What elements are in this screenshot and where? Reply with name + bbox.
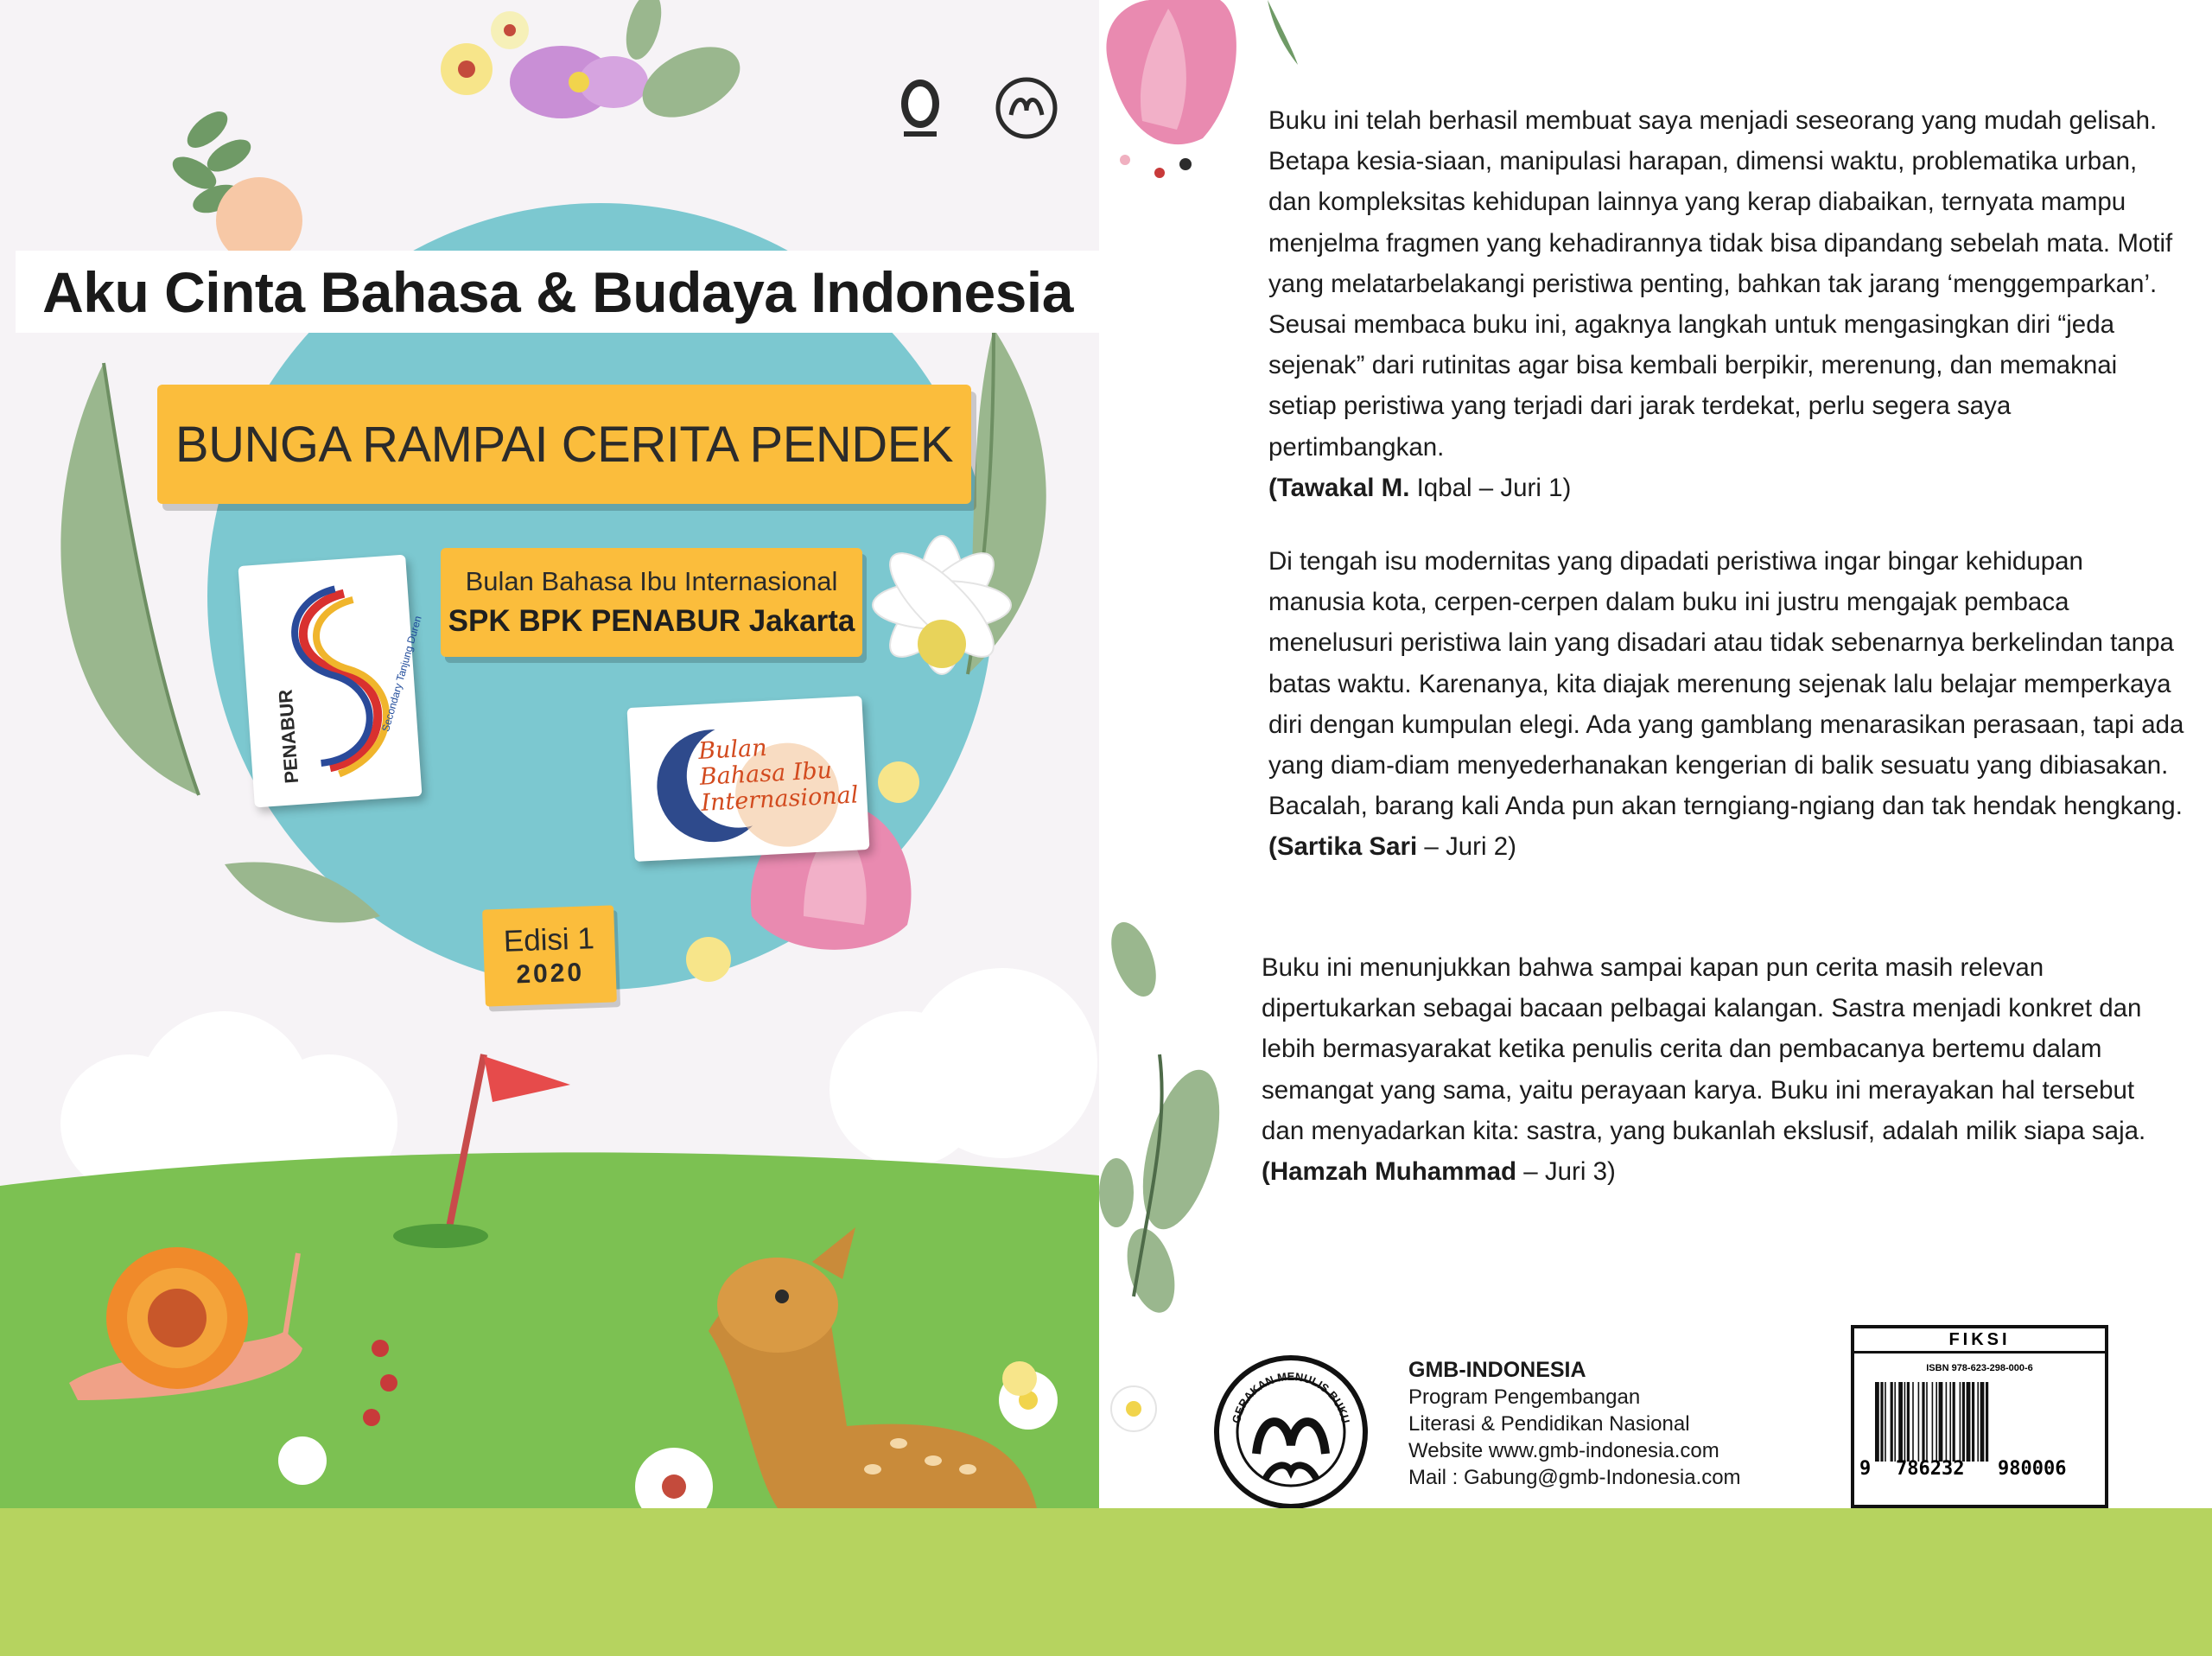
gmb-ring-text: GERAKAN MENULIS BUKU (1229, 1370, 1353, 1425)
barcode-bar (1946, 1382, 1948, 1462)
flower-purple-top (510, 46, 648, 118)
barcode-bar (1885, 1382, 1886, 1462)
penabur-logo-card (238, 555, 422, 808)
daisy-right (873, 536, 1011, 674)
barcode-bar (1922, 1382, 1924, 1462)
svg-text:GERAKAN MENULIS BUKU (1230, 1370, 1352, 1424)
review-3 (1262, 947, 2177, 1192)
event-name: Bulan Bahasa Ibu Internasional (465, 566, 838, 596)
flower-small-yellow-top (441, 43, 493, 95)
tulip-top (1106, 0, 1236, 178)
barcode-bar (1898, 1382, 1903, 1462)
publisher-line2: Literasi & Pendidikan Nasional (1408, 1412, 1690, 1436)
review-2 (1268, 541, 2184, 868)
barcode-bar (1939, 1382, 1943, 1462)
barcode-bar (1949, 1382, 1951, 1462)
barcode-bar (1904, 1382, 1906, 1462)
isbn-number: ISBN 978-623-298-000-6 (1926, 1363, 2033, 1373)
flower-small-white-top (491, 11, 529, 49)
back-cover (1099, 0, 2212, 1508)
penabur-logo-text: PENABUR (274, 688, 303, 785)
barcode-bar (1972, 1382, 1974, 1462)
review-3-author-bold: (Hamzah Muhammad (1262, 1157, 1517, 1187)
barcode-bar (1912, 1382, 1914, 1462)
cover-illustration (0, 0, 1099, 1508)
event-organizer: SPK BPK PENABUR Jakarta (448, 604, 855, 638)
barcode-bar (1875, 1382, 1879, 1462)
isbn-genre: FIKSI (1854, 1328, 2105, 1353)
left-edge-foliage (1099, 916, 1234, 1318)
barcode-bar (1894, 1382, 1896, 1462)
review-2-author-bold: (Sartika Sari (1268, 832, 1418, 862)
bbi-logo-card (627, 696, 870, 862)
publisher-mail: Mail : Gabung@gmb-Indonesia.com (1408, 1466, 1741, 1489)
front-cover (0, 0, 1099, 1508)
review-1 (1268, 100, 2184, 508)
barcode-bar (1891, 1382, 1893, 1462)
review-3-byline (1262, 1151, 2177, 1192)
barcode-icon (1873, 1382, 2089, 1462)
isbn-block (1851, 1325, 2108, 1508)
barcode-bar (1986, 1382, 1988, 1462)
review-1-byline (1268, 468, 2184, 508)
barcode-digit-lead: 9 (1859, 1458, 1872, 1480)
publisher-website: Website www.gmb-indonesia.com (1408, 1439, 1719, 1462)
barcode-bar (1918, 1382, 1920, 1462)
review-2-byline (1268, 826, 2184, 867)
barcode-bar (1967, 1382, 1971, 1462)
review-3-text: Buku ini menunjukkan bahwa sampai kapan pun cerita masih relevan dipertukarkan sebagai bacaan pelbagai kalangan. Sastra menjadi konkret dan lebih bermasyarakat ketika penulis cerita dan pembacanya bertemu dalam semangat yang sama, yaitu perayaan karya. Buku ini merayakan hal tersebut dan menyadarkan kita: sastra, yang bukanlah ekslusif, adalah milik siapa saja. (1262, 953, 2146, 1145)
edition-badge (482, 905, 617, 1006)
review-1-author-bold: (Tawakal M. (1268, 473, 1410, 502)
bottom-green-strip (0, 1508, 2212, 1656)
barcode-bar (1926, 1382, 1928, 1462)
gmb-small-logo-icon (994, 76, 1059, 140)
subtitle-text: BUNGA RAMPAI CERITA PENDEK (175, 416, 954, 473)
barcode-bar (1962, 1382, 1965, 1462)
barcode-bar (1936, 1382, 1937, 1462)
barcode-bar (1980, 1382, 1985, 1462)
event-banner (441, 548, 862, 657)
barcode-digits-right: 980006 (1998, 1458, 2067, 1480)
publisher-info (1408, 1357, 1741, 1491)
barcode-bar (1907, 1382, 1910, 1462)
publisher-emblem-icon (899, 76, 942, 140)
review-1-author-rest: Iqbal – Juri 1) (1409, 473, 1572, 502)
barcode-bar (1960, 1382, 1961, 1462)
review-2-text: Di tengah isu modernitas yang dipadati peristiwa ingar bingar kehidupan manusia kota, cerpen-cerpen dalam buku ini justru mengajak pembaca menelusuri peristiwa lain yang disadari atau tidak sebenarnya berkelindan tanpa batas waktu. Karenanya, kita diajak merenung sejenak lalu belajar memperkaya diri dengan kumpulan elegi. Ada yang gamblang menarasikan perasaan, tapi ada yang diam-diam menyederhanakan kengerian di balik sesuatu yang dibiasakan. Bacalah, barang kali Anda pun akan terngiang-ngiang dan tak hendak hengkang. (1268, 547, 2184, 821)
penabur-logo-subtext: Secondary Tanjung Duren (379, 614, 424, 734)
review-3-author-rest: – Juri 3) (1516, 1157, 1616, 1187)
bbi-logo-text: Bulan Bahasa Ibu Internasional (697, 734, 860, 817)
publisher-line1: Program Pengembangan (1408, 1385, 1641, 1409)
cover-title: Aku Cinta Bahasa & Budaya Indonesia (16, 251, 1099, 333)
publisher-name: GMB-INDONESIA (1408, 1358, 1586, 1382)
gmb-logo (1213, 1350, 1369, 1508)
review-2-author-rest: – Juri 2) (1417, 832, 1516, 862)
barcode-bar (1932, 1382, 1934, 1462)
barcode-digits-left: 786232 (1896, 1458, 1965, 1480)
gmb-book-icon (1213, 1350, 1369, 1508)
edition-label: Edisi 1 (503, 921, 595, 959)
barcode-bar (1953, 1382, 1955, 1462)
barcode-bar (1977, 1382, 1979, 1462)
edition-year: 2020 (515, 958, 585, 990)
subtitle-banner (157, 385, 971, 504)
leaf-top (1268, 0, 1298, 65)
review-1-text: Buku ini telah berhasil membuat saya menjadi seseorang yang mudah gelisah. Betapa kesia-siaan, manipulasi harapan, dimensi waktu, problematika urban, dan kompleksitas kehidupan lainnya yang kerap diabaikan, ternyata mampu menjelma fragmen yang kehadirannya tidak bisa dipandang sebelah mata. Motif yang melatarbelakangi peristiwa penting, bahkan tak jarang ‘menggemparkan’. Seusai membaca buku ini, agaknya langkah untuk mengasingkan diri “jeda sejenak” dari rutinitas agar bisa kembali berpikir, merenung, dan memaknai setiap peristiwa yang terjadi dari jarak terdekat, perlu segera saya pertimbangkan. (1268, 106, 2173, 462)
barcode-bar (1880, 1382, 1883, 1462)
